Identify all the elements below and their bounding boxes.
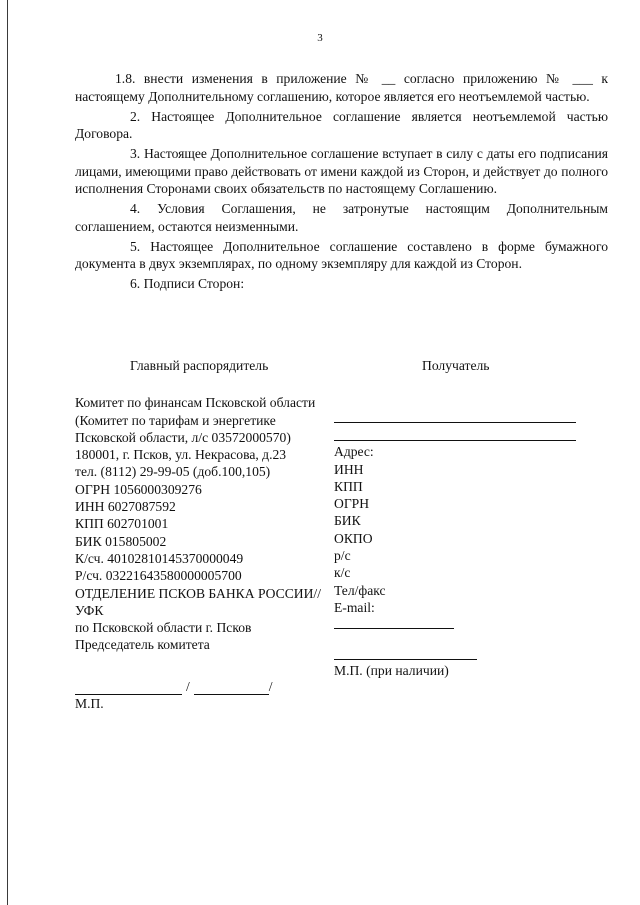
recipient-okpo-label: ОКПО bbox=[334, 530, 373, 546]
left-bik: БИК 015805002 bbox=[75, 533, 167, 549]
recipient-email-label: E-mail: bbox=[334, 599, 375, 615]
paragraph-number: 3. bbox=[130, 146, 141, 161]
left-signatory-title: Председатель комитета bbox=[75, 637, 210, 653]
paragraph-number: 5. bbox=[130, 238, 141, 254]
left-stamp-label: М.П. bbox=[75, 696, 104, 712]
recipient-name-line-1 bbox=[334, 422, 576, 423]
recipient-ogrn-label: ОГРН bbox=[334, 496, 370, 512]
paragraph-text: Настоящее Дополнительное соглашение вступает в силу с даты его подписания лицами, имеющими право действовать от имени каждой из Сторон, и действует до полного исполнения Сторонами своих обязательств по настоящему Соглашению. bbox=[75, 146, 609, 196]
recipient-address-label: Адрес: bbox=[334, 444, 374, 460]
left-kpp: КПП 602701001 bbox=[75, 516, 169, 532]
paragraph-5 bbox=[75, 238, 608, 273]
agreement-body bbox=[75, 70, 608, 295]
recipient-kpp-label: КПП bbox=[334, 478, 363, 494]
left-settlement-account: Р/сч. 03221643580000005700 bbox=[75, 568, 242, 584]
paragraph-number: 2. bbox=[130, 108, 141, 124]
recipient-inn-label: ИНН bbox=[334, 461, 364, 477]
recipient-name-line bbox=[334, 659, 477, 660]
recipient-phone-label: Тел/факс bbox=[334, 582, 386, 598]
paragraph-text: Подписи Сторон: bbox=[143, 276, 245, 291]
left-bank-name: ОТДЕЛЕНИЕ ПСКОВ БАНКА РОССИИ//УФК bbox=[75, 585, 321, 618]
name-blank bbox=[194, 680, 269, 695]
right-party-column bbox=[334, 357, 584, 680]
left-ogrn: ОГРН 1056000309276 bbox=[75, 481, 202, 497]
right-party-heading: Получатель bbox=[422, 358, 490, 373]
recipient-rs-label: р/с bbox=[334, 548, 351, 564]
paragraph-text: Условия Соглашения, не затронутые настоящим Дополнительным соглашением, остаются неизменными. bbox=[75, 201, 608, 234]
right-stamp-label: М.П. (при наличии) bbox=[334, 663, 449, 679]
recipient-bik-label: БИК bbox=[334, 513, 361, 529]
paragraph-1-8 bbox=[75, 70, 608, 105]
left-org-line: тел. (8112) 29-99-05 (доб.100,105) bbox=[75, 464, 271, 480]
paragraph-text: Настоящее Дополнительное соглашение составлено в форме бумажного документа в двух экземплярах, по одному экземпляру для каждой из Сторон. bbox=[75, 238, 609, 271]
page-number: 3 bbox=[317, 32, 323, 44]
signature-separator: / bbox=[186, 678, 190, 694]
left-party-column bbox=[75, 357, 335, 712]
left-org-line: 180001, г. Псков, ул. Некрасова, д.23 bbox=[75, 447, 287, 463]
paragraph-3 bbox=[75, 145, 608, 198]
paragraph-number: 6. bbox=[130, 276, 141, 291]
signature-blank bbox=[75, 680, 182, 695]
paragraph-number: 1.8. bbox=[115, 71, 136, 86]
left-org-line: (Комитет по тарифам и энергетике Псковской области, л/с 03572000570) bbox=[75, 412, 291, 445]
paragraph-6 bbox=[75, 275, 608, 293]
recipient-name-line-2 bbox=[334, 440, 576, 441]
left-bank-region: по Псковской области г. Псков bbox=[75, 620, 252, 636]
recipient-ks-label: к/с bbox=[334, 565, 351, 581]
paragraph-number: 4. bbox=[130, 201, 141, 216]
left-party-heading: Главный распорядитель bbox=[130, 358, 269, 373]
left-org-line: Комитет по финансам Псковской области bbox=[75, 395, 316, 411]
paragraph-2 bbox=[75, 108, 608, 143]
paragraph-text: внести изменения в приложение № __ согласно приложению № ___ к настоящему Дополнительному соглашению, которое является его неотъемлемой частью. bbox=[75, 71, 608, 104]
left-inn: ИНН 6027087592 bbox=[75, 499, 176, 515]
left-signature-line bbox=[75, 678, 335, 695]
left-corr-account: К/сч. 40102810145370000049 bbox=[75, 550, 244, 566]
signature-end: / bbox=[268, 678, 273, 694]
recipient-signature-line bbox=[334, 628, 454, 629]
paragraph-text: Настоящее Дополнительное соглашение является неотъемлемой частью Договора. bbox=[75, 108, 609, 141]
page-edge-line bbox=[7, 0, 8, 905]
paragraph-4 bbox=[75, 200, 608, 235]
